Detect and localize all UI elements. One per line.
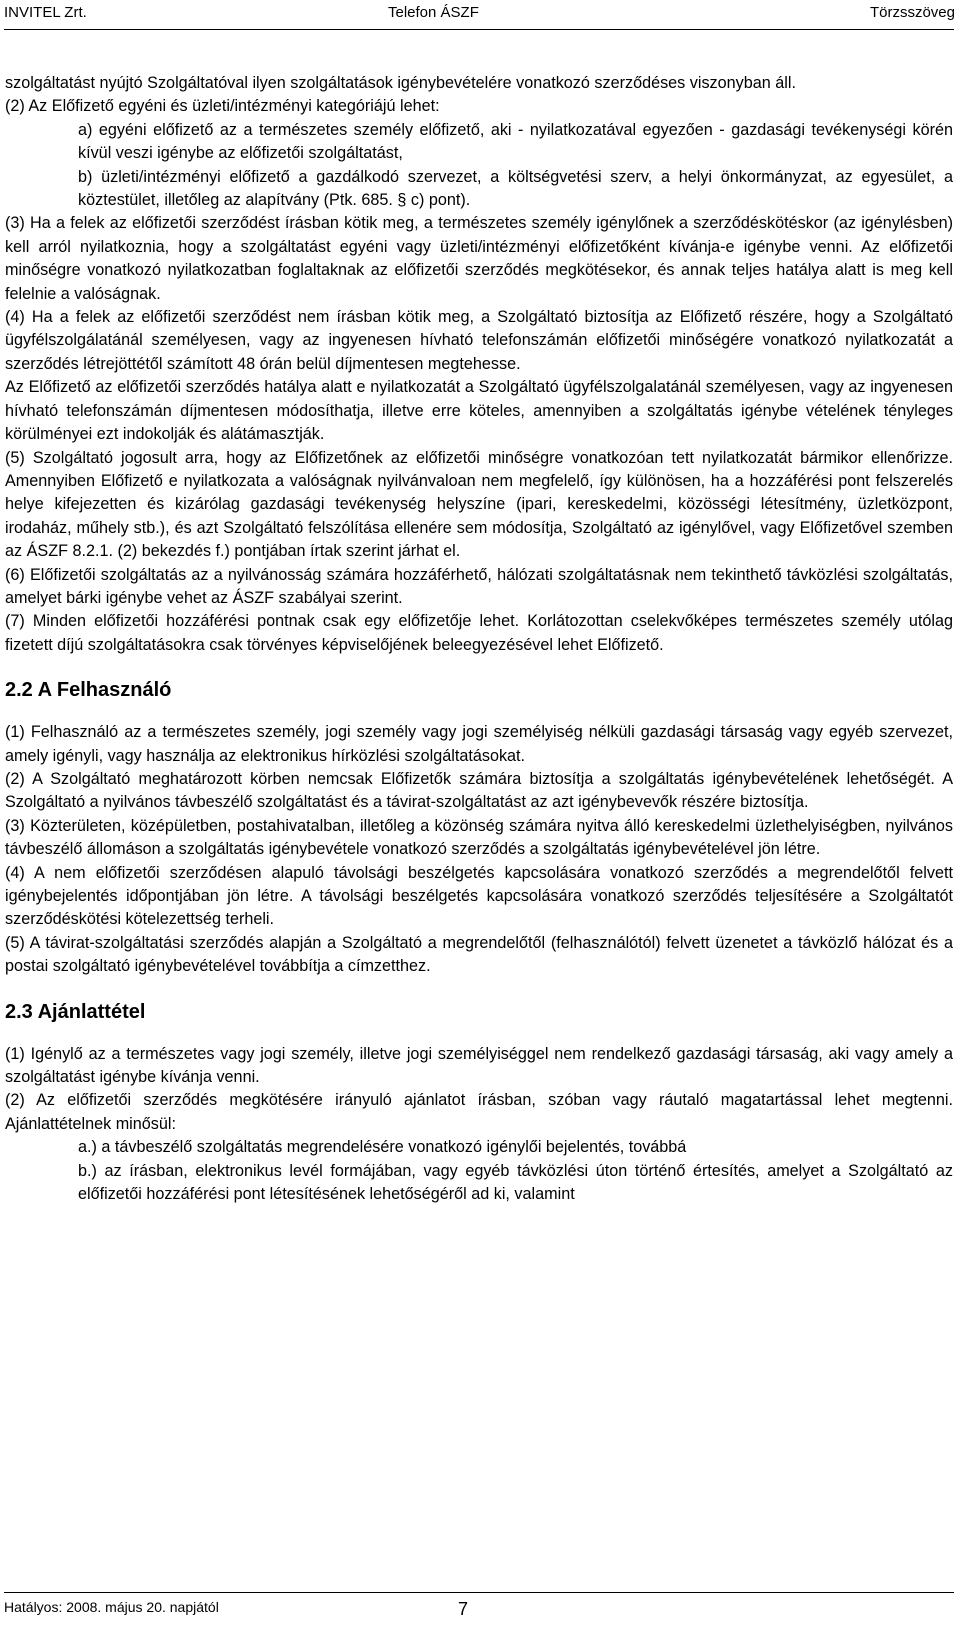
list-item: a.) a távbeszélő szolgáltatás megrendelésére vonatkozó igénylői bejelentés, továbbá: [78, 1138, 687, 1157]
header-divider: [4, 29, 954, 30]
header-company: INVITEL Zrt.: [4, 4, 87, 21]
paragraph: (5) Szolgáltató jogosult arra, hogy az Előfizetőnek az előfizetői minőségre vonatkozóan tett nyilatkozatát bármikor ellenőrizze. Amennyiben Előfizető e nyilatkozata a valóságnak nyilvánvaloan nem megfelelő, így különösen, ha a hozzáférési pont felszerelés helye kifejezetten és kizárólag gazdasági tevékenység helyszíne (ipari, kereskedelmi, közösségi létesítmény, üzletközpont, irodaház, műhely stb.), és azt Szolgáltató felszólítása ellenére sem módosítja, Szolgáltató az igénylővel, vagy Előfizetővel szemben az ÁSZF 8.2.1. (2) bekezdés f.) pontjában írtak szerint járhat el.: [5, 448, 953, 561]
paragraph: (5) A távirat-szolgáltatási szerződés alapján a Szolgáltató a megrendelőtől (felhasználótól) felvett üzenetet a távközlő hálózat és a postai szolgáltató igénybevételével továbbítja a címzetthez.: [5, 933, 953, 976]
paragraph: (7) Minden előfizetői hozzáférési pontnak csak egy előfizetője lehet. Korlátozottan cselekvőképes természetes személy utólag fizetett díjú szolgáltatásokra csak törvényes képviselőjének beleegyezésével lehet Előfizető.: [5, 612, 953, 654]
section-heading: 2.3 Ajánlattétel: [5, 1000, 146, 1023]
header-section-label: Törzsszöveg: [869, 4, 955, 21]
paragraph: (1) Felhasználó az a természetes személy, jogi személy vagy jogi személyiség nélküli gazdasági társaság vagy egyéb szervezet, amely igényli, vagy használja az elektronikus hírközlési szolgáltatásokat.: [5, 723, 953, 765]
paragraph: (2) Az előfizetői szerződés megkötésére irányuló ajánlatot írásban, szóban vagy ráutaló magatartással lehet megtenni. Ajánlattételnek minősül:: [5, 1091, 953, 1133]
paragraph: szolgáltatást nyújtó Szolgáltatóval ilyen szolgáltatások igénybevételére vonatkozó szerződéses viszonyban áll.: [5, 74, 796, 92]
section-heading: 2.2 A Felhasználó: [5, 679, 172, 702]
paragraph: (6) Előfizetői szolgáltatás az a nyilvánosság számára hozzáférhető, hálózati szolgáltatásnak nem tekinthető távközlési szolgáltatás, amelyet bárki igénybe vehet az ÁSZF szabályai szerint.: [5, 565, 953, 607]
document-body: [5, 72, 953, 1206]
header-document-title: Telefon ÁSZF: [388, 4, 479, 21]
paragraph: (2) Az Előfizető egyéni és üzleti/intézményi kategóriájú lehet:: [5, 97, 440, 116]
page-header: [0, 0, 960, 26]
paragraph: (4) A nem előfizetői szerződésen alapuló távolsági beszélgetés kapcsolására vonatkozó szerződés a megrendelőtől felvett igénybejelentés időpontjában jön létre. A távolsági beszélgetés kapcsolására vonatkozó szerződés teljesítésére a Szolgáltatót szerződéskötési kötelezettség terheli.: [5, 863, 953, 929]
footer-validity-date: Hatályos: 2008. május 20. napjától: [4, 1599, 219, 1615]
page-number: 7: [458, 1599, 469, 1619]
paragraph: (3) Közterületen, középületben, postahivatalban, illetőleg a közönség számára nyitva álló kereskedelmi üzlethelyiségben, nyilvános távbeszélő állomáson a szolgáltatás igénybevétele vonatkozó szerződés a szolgáltatás igénybevételével jön létre.: [5, 816, 953, 859]
paragraph: (4) Ha a felek az előfizetői szerződést nem írásban kötik meg, a Szolgáltató biztosítja az Előfizető részére, hogy a Szolgáltató ügyfélszolgálatánál személyesen, vagy az ingyenesen hívható telefonszámán előfizetői minőségére vonatkozó nyilatkozatát a szerződés létrejöttétől számított 48 órán belül díjmentesen megtehesse.: [5, 308, 953, 373]
paragraph: (3) Ha a felek az előfizetői szerződést írásban kötik meg, a természetes személy igénylőnek a szerződéskötéskor (az igénylésben) kell arról nyilatkoznia, hogy a szolgáltatást egyéni vagy üzleti/intézményi előfizetőként kívánja-e igénybe venni. Az előfizetői minőségre vonatkozó nyilatkozatban foglaltaknak az előfizetői szerződés megkötésekor, és annak teljes hatálya alatt is meg kell felelnie a valóságnak.: [5, 214, 953, 303]
page-footer: [0, 1592, 960, 1622]
paragraph: (1) Igénylő az a természetes vagy jogi személy, illetve jogi személyiséggel nem rendelkező gazdasági társaság, aki vagy amely a szolgáltatást igénybe kívánja venni.: [5, 1044, 953, 1087]
list-item: b.) az írásban, elektronikus levél formájában, vagy egyéb távközlési úton történő értesítés, amelyet a Szolgáltató az előfizetői hozzáférési pont létesítésének lehetőségéről ad ki, valamint: [78, 1161, 953, 1204]
list-item: b) üzleti/intézményi előfizető a gazdálkodó szervezet, a költségvetési szerv, a helyi önkormányzat, az egyesület, a köztestület, illetőleg az alapítvány (Ptk. 685. § c) pont).: [78, 167, 953, 210]
paragraph: Az Előfizető az előfizetői szerződés hatálya alatt e nyilatkozatát a Szolgáltató ügyfélszolgalatánál személyesen, vagy az ingyenesen hívható telefonszámán díjmentesen módosíthatja, illetve erre köteles, amennyiben a szolgáltatás igénybe vételének tényleges körülményei ezt indokolják és alátámasztják.: [5, 378, 953, 444]
paragraph: (2) A Szolgáltató meghatározott körben nemcsak Előfizetők számára biztosítja a szolgáltatás igénybevételének lehetőségét. A Szolgáltató a nyilvános távbeszélő szolgáltatást és a távirat-szolgáltatást az azt igénybevevők részére biztosítja.: [5, 769, 953, 812]
list-item: a) egyéni előfizető az a természetes személy előfizető, aki - nyilatkozatával egyezően - gazdasági tevékenységi körén kívül veszi igénybe az előfizetői szolgáltatást,: [78, 120, 953, 163]
footer-divider: [4, 1592, 954, 1593]
